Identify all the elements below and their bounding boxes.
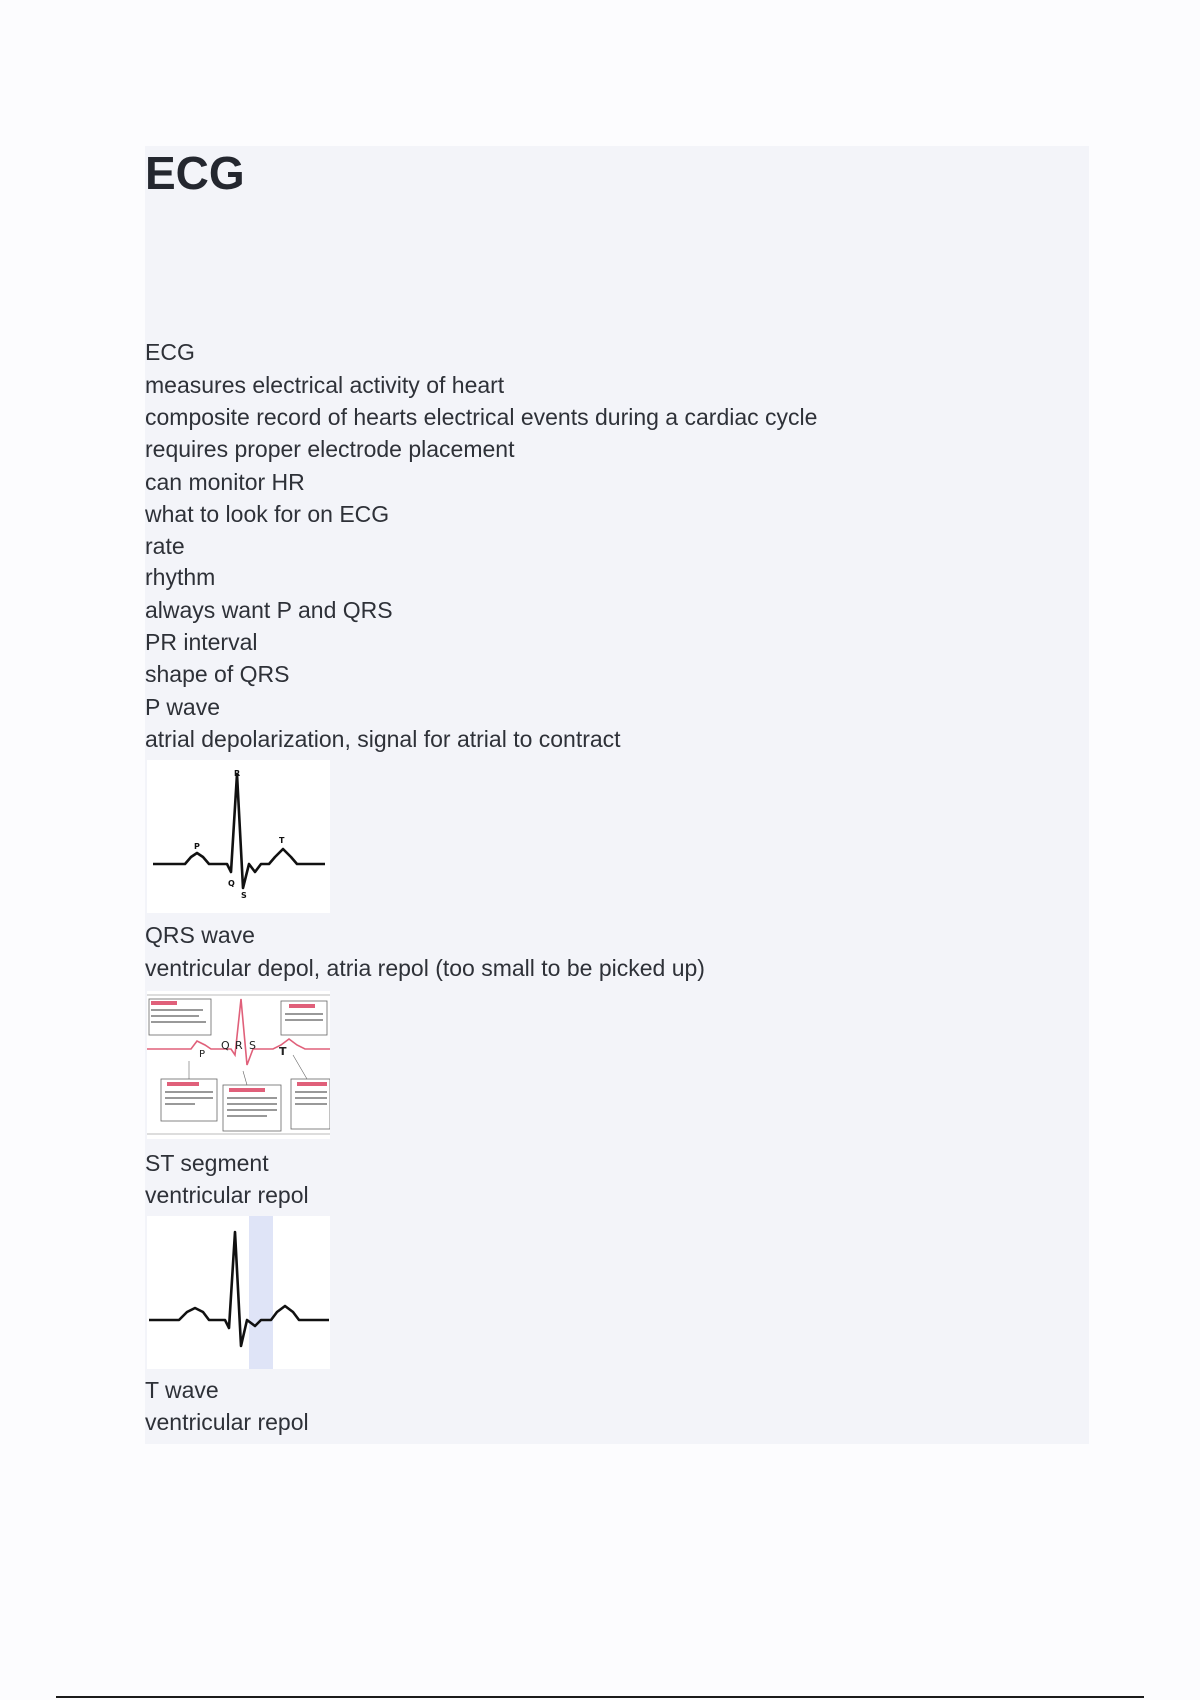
wave-label-r: R [234, 769, 241, 778]
page-title: ECG [145, 147, 245, 199]
text-line: shape of QRS [145, 661, 290, 687]
ecg-trace [149, 1232, 329, 1346]
text-line: measures electrical activity of heart [145, 372, 505, 398]
diagram-label-t: T [279, 1045, 287, 1058]
diagram-label-q: Q [221, 1039, 230, 1052]
ecg-waveform-graphic [147, 760, 330, 913]
st-segment-graphic [147, 1216, 330, 1369]
ecg-complex-image [147, 760, 330, 913]
text-line: ST segment [145, 1150, 269, 1176]
text-line: atrial depolarization, signal for atrial to contract [145, 726, 621, 752]
text-line: always want P and QRS [145, 597, 393, 623]
text-line: ventricular depol, atria repol (too small to be picked up) [145, 955, 705, 981]
text-line: rhythm [145, 564, 216, 590]
text-line: P wave [145, 694, 221, 720]
text-line: rate [145, 533, 185, 559]
ecg-annotated-diagram [147, 991, 330, 1139]
wave-label-s: S [241, 891, 247, 900]
diagram-label-p: P [199, 1049, 206, 1060]
diagram-label-r: R [235, 1039, 243, 1052]
text-line: ventricular repol [145, 1409, 309, 1435]
wave-label-p: P [194, 842, 200, 851]
text-line: composite record of hearts electrical events during a cardiac cycle [145, 404, 818, 430]
text-line: what to look for on ECG [145, 501, 390, 527]
wave-label-t: T [279, 836, 285, 845]
wave-label-q: Q [228, 879, 235, 888]
text-line: T wave [145, 1377, 219, 1403]
ecg-trace [153, 774, 325, 888]
text-line: requires proper electrode placement [145, 436, 515, 462]
diagram-label-s: S [249, 1039, 256, 1052]
page-bottom-rule [56, 1696, 1144, 1698]
text-line: ventricular repol [145, 1182, 309, 1208]
st-segment-highlight [249, 1216, 273, 1369]
st-segment-image [147, 1216, 330, 1369]
annotated-ecg-graphic [147, 991, 330, 1139]
text-line: PR interval [145, 629, 258, 655]
text-line: QRS wave [145, 922, 255, 948]
text-line: can monitor HR [145, 469, 305, 495]
text-line: ECG [145, 339, 195, 365]
